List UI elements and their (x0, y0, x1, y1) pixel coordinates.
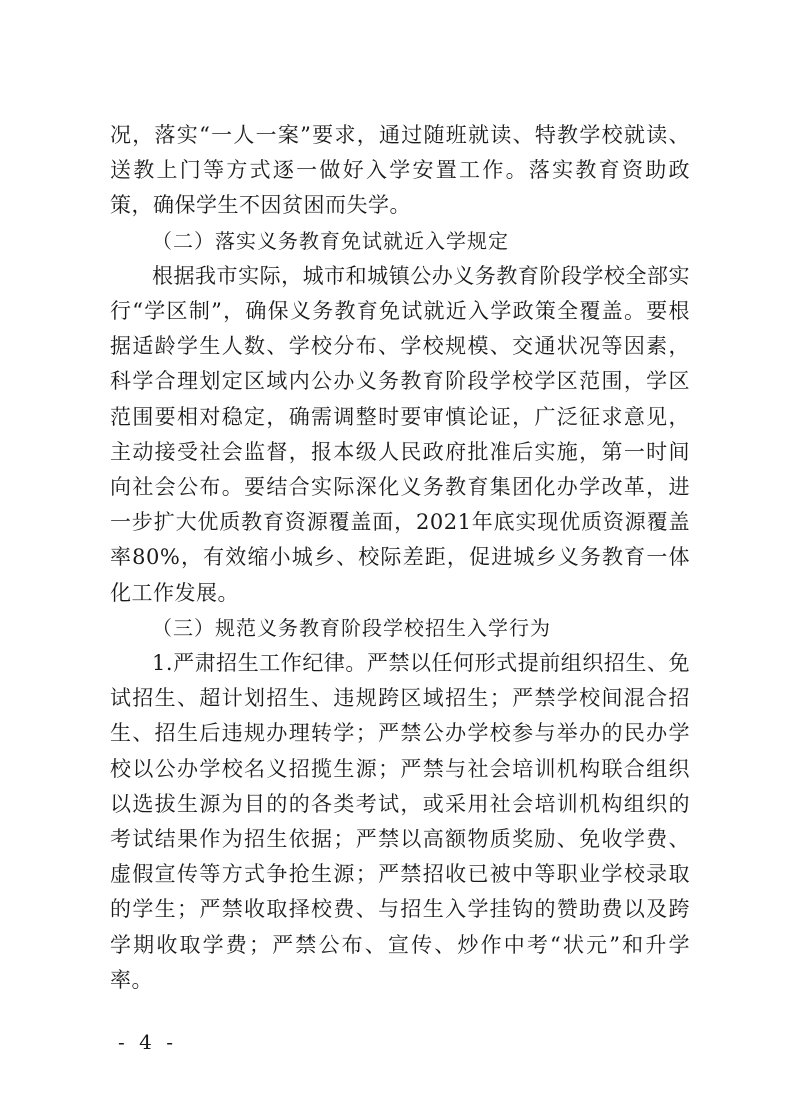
paragraph-school-district: 根据我市实际，城市和城镇公办义务教育阶段学校全部实行“学区制”，确保义务教育免试就近入学政策全覆盖。要根据适龄学生人数、学校分布、学校规模、交通状况等因素，科学合理划定区域内公办义务教育阶段学校学区范围，学区范围要相对稳定，确需调整时要审慎论证，广泛征求意见，主动接受社会监督，报本级人民政府批准后实施，第一时间向社会公布。要结合实际深化义务教育集团化办学改革，进一步扩大优质教育资源覆盖面，2021年底实现优质资源覆盖率80%，有效缩小城乡、校际差距，促进城乡义务教育一体化工作发展。 (110, 263, 690, 605)
document-body (110, 118, 690, 998)
page-number: - 4 - (118, 1030, 177, 1054)
paragraph-enrollment-discipline: 1.严肃招生工作纪律。严禁以任何形式提前组织招生、免试招生、超计划招生、违规跨区域招生；严禁学校间混合招生、招生后违规办理转学；严禁公办学校参与举办的民办学校以公办学校名义招揽生源；严禁与社会培训机构联合组织以选拔生源为目的的各类考试，或采用社会培训机构组织的考试结果作为招生依据；严禁以高额物质奖励、免收学费、虚假宣传等方式争抢生源；严禁招收已被中等职业学校录取的学生；严禁收取择校费、与招生入学挂钩的赞助费以及跨学期收取学费；严禁公布、宣传、炒作中考“状元”和升学率。 (110, 651, 690, 992)
paragraph-continuation: 况，落实“一人一案”要求，通过随班就读、特教学校就读、送教上门等方式逐一做好入学安置工作。落实教育资助政策，确保学生不因贫困而失学。 (110, 123, 690, 218)
section-heading-2: （二）落实义务教育免试就近入学规定 (152, 228, 509, 253)
section-heading-3: （三）规范义务教育阶段学校招生入学行为 (152, 615, 551, 640)
